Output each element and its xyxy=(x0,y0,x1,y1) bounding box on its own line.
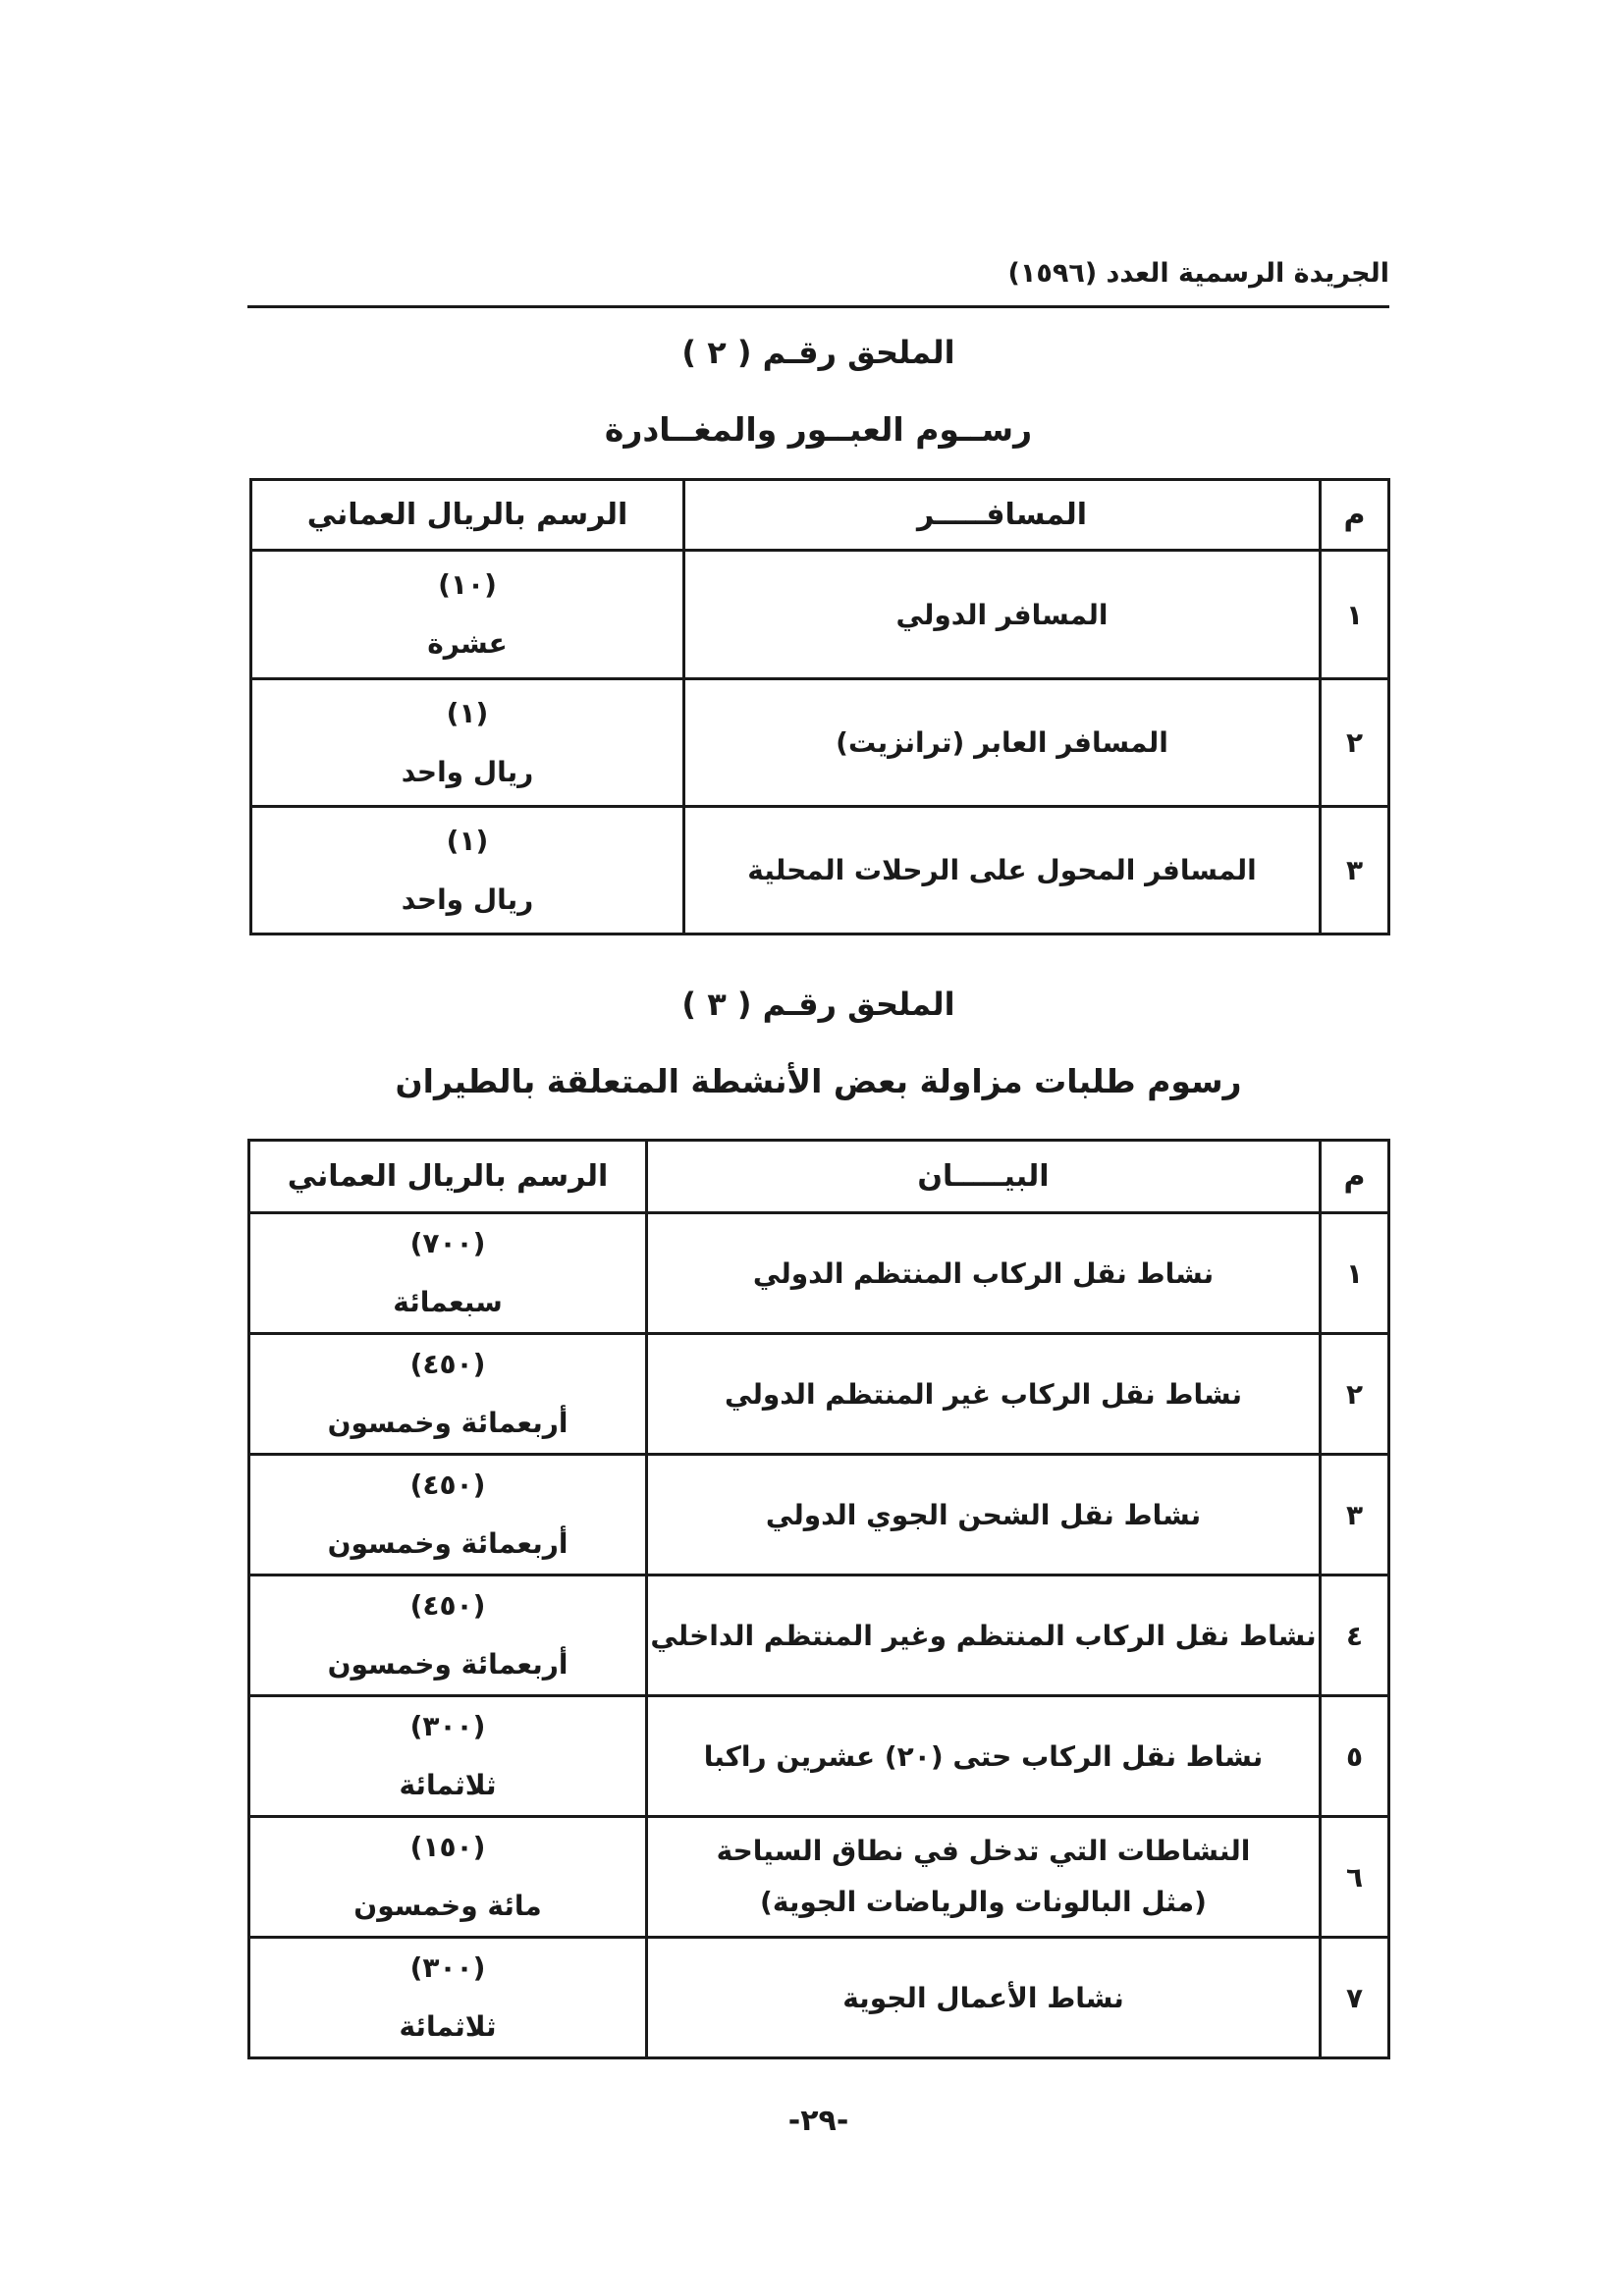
fee-words: سبعمائة xyxy=(393,1286,503,1318)
fee-amount: (٤٥٠) xyxy=(409,1348,486,1380)
row-fee xyxy=(249,1575,647,1696)
statement-line-2: (مثل البالونات والرياضات الجوية) xyxy=(760,1886,1207,1918)
page-number: -٢٩- xyxy=(787,2104,849,2138)
gazette-title: الجريدة الرسمية العدد (١٥٩٦) xyxy=(1007,258,1389,289)
row-num: ٤ xyxy=(1321,1575,1389,1696)
table-row xyxy=(249,1334,1389,1455)
row-fee xyxy=(251,807,684,934)
appendix-2-heading: الملحق رقـم ( ٢ ) xyxy=(681,334,955,371)
column-header-fee: الرسم بالريال العماني xyxy=(251,480,684,551)
header-rule xyxy=(247,305,1389,308)
row-num: ٢ xyxy=(1321,679,1389,807)
table-row xyxy=(251,679,1389,807)
row-num: ٢ xyxy=(1321,1334,1389,1455)
column-header-passenger: المسافـــــر xyxy=(684,480,1321,551)
row-fee xyxy=(249,1455,647,1575)
table-row xyxy=(249,1817,1389,1938)
table-row xyxy=(249,1696,1389,1817)
column-header-fee: الرسم بالريال العماني xyxy=(249,1141,647,1213)
row-num: ٣ xyxy=(1321,807,1389,934)
table-row xyxy=(249,1213,1389,1334)
table-row xyxy=(251,551,1389,679)
fee-words: ثلاثمائة xyxy=(399,2010,497,2043)
row-fee xyxy=(249,1938,647,2058)
fee-amount: (١٥٠) xyxy=(409,1831,486,1863)
row-statement: نشاط نقل الركاب حتى (٢٠) عشرين راكبا xyxy=(647,1696,1321,1817)
table-header-row xyxy=(251,480,1389,551)
aviation-activity-fees-table xyxy=(247,1139,1390,2059)
fee-words: ريال واحد xyxy=(401,882,534,916)
row-passenger: المسافر الدولي xyxy=(684,551,1321,679)
appendix-2-subheading: رســوم العبــور والمغــادرة xyxy=(604,410,1033,449)
fee-amount: (٤٥٠) xyxy=(409,1589,486,1622)
fee-words: أربعمائة وخمسون xyxy=(327,1648,568,1681)
fee-amount: (٤٥٠) xyxy=(409,1468,486,1501)
table-row xyxy=(251,807,1389,934)
row-statement: نشاط نقل الركاب المنتظم وغير المنتظم الداخلي xyxy=(647,1575,1321,1696)
row-num: ٦ xyxy=(1321,1817,1389,1938)
row-statement: نشاط نقل الركاب غير المنتظم الدولي xyxy=(647,1334,1321,1455)
table-row xyxy=(249,1575,1389,1696)
fee-words: أربعمائة وخمسون xyxy=(327,1407,568,1439)
column-header-num: م xyxy=(1321,480,1389,551)
row-fee xyxy=(249,1213,647,1334)
fee-amount: (١) xyxy=(446,824,489,857)
appendix-3-subheading: رسوم طلبات مزاولة بعض الأنشطة المتعلقة بالطيران xyxy=(395,1062,1242,1100)
row-statement: نشاط نقل الركاب المنتظم الدولي xyxy=(647,1213,1321,1334)
row-fee xyxy=(251,551,684,679)
row-num: ٥ xyxy=(1321,1696,1389,1817)
column-header-num: م xyxy=(1321,1141,1389,1213)
row-num: ١ xyxy=(1321,1213,1389,1334)
row-fee xyxy=(251,679,684,807)
transit-fees-table xyxy=(249,478,1390,935)
row-statement: نشاط الأعمال الجوية xyxy=(647,1938,1321,2058)
table-header-row xyxy=(249,1141,1389,1213)
column-header-statement: البيـــــان xyxy=(647,1141,1321,1213)
fee-words: أربعمائة وخمسون xyxy=(327,1527,568,1560)
row-num: ٣ xyxy=(1321,1455,1389,1575)
fee-amount: (١٠) xyxy=(438,568,497,601)
row-fee xyxy=(249,1696,647,1817)
fee-words: عشرة xyxy=(427,627,508,660)
fee-words: ثلاثمائة xyxy=(399,1769,497,1801)
fee-amount: (٧٠٠) xyxy=(409,1227,486,1259)
row-num: ١ xyxy=(1321,551,1389,679)
fee-words: ريال واحد xyxy=(401,755,534,788)
row-passenger: المسافر العابر (ترانزيت) xyxy=(684,679,1321,807)
row-statement: نشاط نقل الشحن الجوي الدولي xyxy=(647,1455,1321,1575)
statement-line-1: النشاطات التي تدخل في نطاق السياحة xyxy=(716,1835,1251,1867)
fee-words: مائة وخمسون xyxy=(353,1890,542,1922)
appendix-3-heading: الملحق رقـم ( ٣ ) xyxy=(681,986,955,1023)
fee-amount: (٣٠٠) xyxy=(409,1710,486,1742)
row-statement xyxy=(647,1817,1321,1938)
row-fee xyxy=(249,1817,647,1938)
row-fee xyxy=(249,1334,647,1455)
row-num: ٧ xyxy=(1321,1938,1389,2058)
row-passenger: المسافر المحول على الرحلات المحلية xyxy=(684,807,1321,934)
fee-amount: (١) xyxy=(446,696,489,729)
table-row xyxy=(249,1455,1389,1575)
page-header xyxy=(247,258,1389,289)
table-row xyxy=(249,1938,1389,2058)
fee-amount: (٣٠٠) xyxy=(409,1951,486,1984)
